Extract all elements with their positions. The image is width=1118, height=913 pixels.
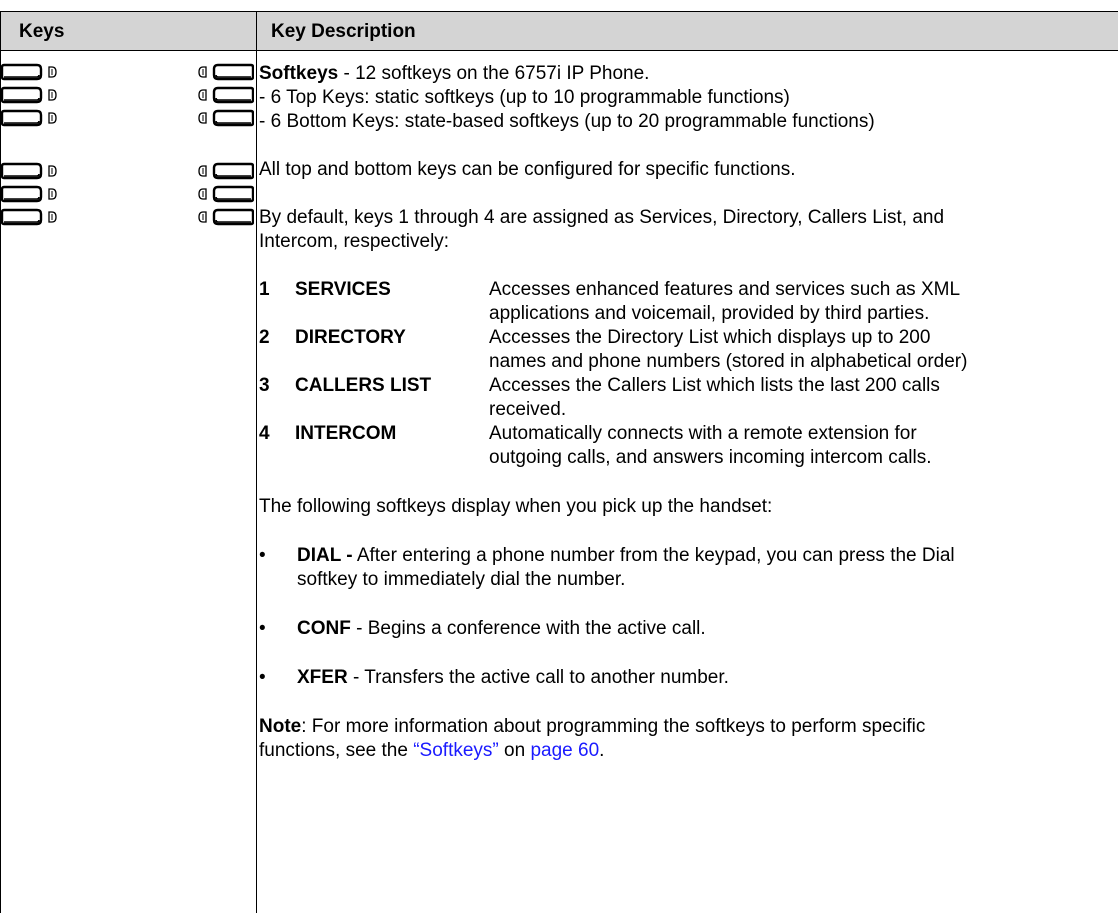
header-description bbox=[257, 11, 1118, 51]
softkey-right-icon bbox=[196, 185, 254, 203]
softkey-left-icon bbox=[1, 109, 59, 127]
handset-key-name: CONF bbox=[297, 618, 351, 639]
function-name: INTERCOM bbox=[295, 423, 397, 444]
function-number: 4 bbox=[259, 423, 270, 444]
handset-key-desc-cont: softkey to immediately dial the number. bbox=[297, 569, 626, 590]
page-link[interactable]: page 60 bbox=[530, 740, 600, 761]
handset-key-desc: - Begins a conference with the active call. bbox=[350, 618, 706, 639]
function-description: outgoing calls, and answers incoming intercom calls. bbox=[489, 447, 932, 468]
bullet: • bbox=[259, 667, 266, 688]
keys-cell bbox=[0, 51, 257, 913]
softkeys-title: Softkeys bbox=[259, 63, 339, 84]
handset-intro: The following softkeys display when you pick up the handset: bbox=[259, 496, 773, 517]
bullet: • bbox=[259, 545, 266, 566]
function-description: Accesses the Callers List which lists the last 200 calls bbox=[489, 375, 940, 396]
function-description: names and phone numbers (stored in alphabetical order) bbox=[489, 351, 968, 372]
softkey-right-icon bbox=[196, 162, 254, 180]
softkey-left-icon bbox=[1, 208, 59, 226]
note-line1 bbox=[259, 715, 925, 739]
handset-key-line bbox=[297, 666, 729, 690]
function-number: 1 bbox=[259, 279, 270, 300]
softkey-left-icon bbox=[1, 63, 59, 81]
header-description-label: Key Description bbox=[271, 21, 416, 42]
handset-key-desc: After entering a phone number from the keypad, you can press the Dial bbox=[352, 545, 955, 566]
header-keys-label: Keys bbox=[19, 21, 65, 42]
header-keys bbox=[0, 11, 257, 51]
softkeys-link[interactable]: “Softkeys” bbox=[413, 740, 499, 761]
function-name: CALLERS LIST bbox=[295, 375, 432, 396]
softkey-left-icon bbox=[1, 185, 59, 203]
all-keys-text: All top and bottom keys can be configured for specific functions. bbox=[259, 159, 796, 180]
function-description: received. bbox=[489, 399, 567, 420]
bullet: • bbox=[259, 618, 266, 639]
softkeys-title-rest: - 12 softkeys on the 6757i IP Phone. bbox=[338, 63, 650, 84]
handset-key-name: DIAL - bbox=[297, 545, 353, 566]
note-text-end: . bbox=[599, 740, 605, 761]
function-description: Accesses the Directory List which displays up to 200 bbox=[489, 327, 931, 348]
softkey-left-icon bbox=[1, 86, 59, 104]
default-keys-line1: By default, keys 1 through 4 are assigned as Services, Directory, Callers List, and bbox=[259, 207, 945, 228]
bottom-keys-text: - 6 Bottom Keys: state-based softkeys (up to 20 programmable functions) bbox=[259, 111, 875, 132]
note-line2 bbox=[259, 739, 604, 763]
key-description-table bbox=[0, 11, 1118, 913]
handset-key-desc: - Transfers the active call to another number. bbox=[347, 667, 729, 688]
softkeys-title-line bbox=[259, 62, 649, 86]
note-text-pre: functions, see the bbox=[259, 740, 414, 761]
softkey-right-icon bbox=[196, 86, 254, 104]
handset-key-line bbox=[297, 544, 955, 568]
softkey-right-icon bbox=[196, 63, 254, 81]
function-name: DIRECTORY bbox=[295, 327, 406, 348]
softkey-left-icon bbox=[1, 162, 59, 180]
handset-key-name: XFER bbox=[297, 667, 348, 688]
default-keys-line2: Intercom, respectively: bbox=[259, 231, 450, 252]
handset-key-line bbox=[297, 617, 706, 641]
top-keys-text: - 6 Top Keys: static softkeys (up to 10 programmable functions) bbox=[259, 87, 790, 108]
function-description: applications and voicemail, provided by third parties. bbox=[489, 303, 930, 324]
softkey-right-icon bbox=[196, 109, 254, 127]
description-cell bbox=[257, 51, 1118, 913]
function-name: SERVICES bbox=[295, 279, 391, 300]
note-text: : For more information about programming the softkeys to perform specific bbox=[301, 716, 926, 737]
note-label: Note bbox=[259, 716, 302, 737]
function-number: 2 bbox=[259, 327, 270, 348]
function-number: 3 bbox=[259, 375, 270, 396]
function-description: Automatically connects with a remote extension for bbox=[489, 423, 917, 444]
function-description: Accesses enhanced features and services such as XML bbox=[489, 279, 961, 300]
note-text-mid: on bbox=[498, 740, 531, 761]
softkey-right-icon bbox=[196, 208, 254, 226]
